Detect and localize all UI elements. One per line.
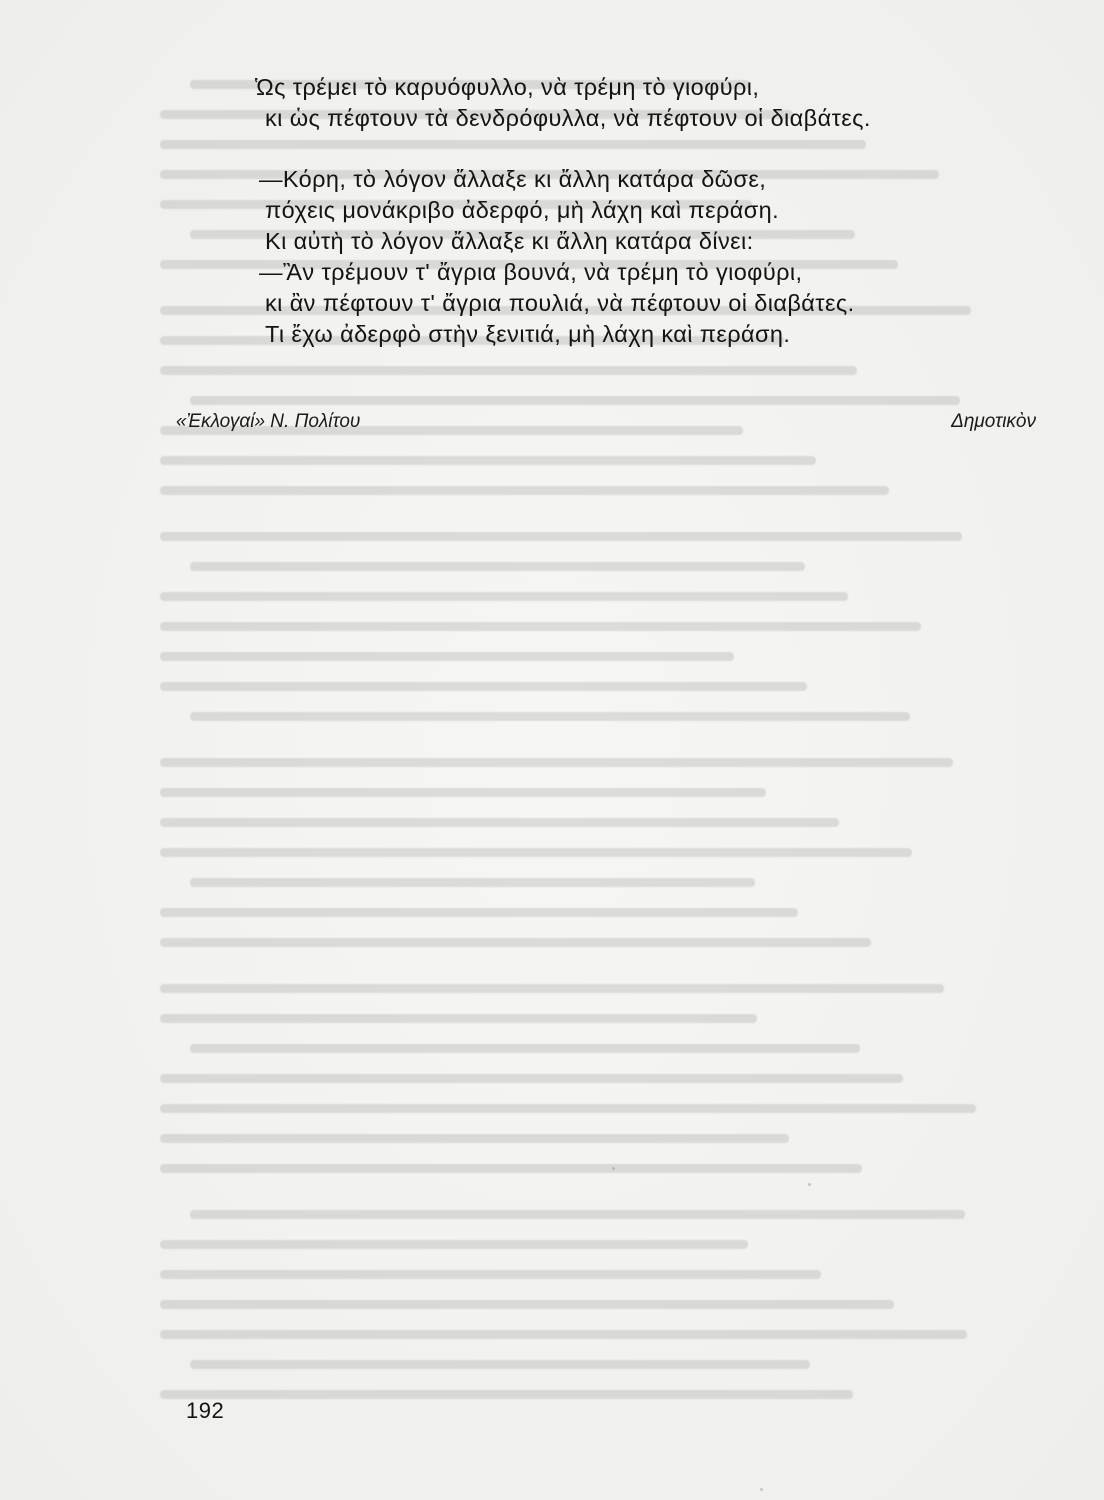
show-through-line	[160, 652, 734, 661]
show-through-line	[160, 532, 962, 541]
show-through-line	[160, 984, 944, 993]
paper-speck	[760, 1488, 763, 1491]
poem-stanza-2	[255, 164, 1035, 350]
show-through-line	[160, 682, 807, 691]
show-through-line	[190, 562, 805, 571]
poem-line: κι ὡς πέφτουν τὰ δενδρόφυλλα, νὰ πέφτουν οἱ διαβάτες.	[265, 105, 871, 131]
source-citation: «Ἐκλογαί» Ν. Πολίτου	[176, 411, 361, 432]
show-through-line	[160, 486, 889, 495]
poem-line: —Κόρη, τὸ λόγον ἄλλαξε κι ἄλλη κατάρα δῶσε,	[259, 166, 767, 192]
show-through-line	[160, 1300, 894, 1309]
show-through-line	[160, 818, 839, 827]
page-number: 192	[186, 1398, 225, 1423]
show-through-line	[160, 1164, 862, 1173]
poem-line: Κι αὐτὴ τὸ λόγον ἄλλαξε κι ἄλλη κατάρα δίνει:	[265, 228, 754, 254]
show-through-line	[160, 1270, 821, 1279]
attribution-row	[176, 411, 1036, 441]
poem-line: κι ἂν πέφτουν τ' ἄγρια πουλιά, νὰ πέφτουν οἱ διαβάτες.	[265, 290, 855, 316]
show-through-line	[160, 788, 766, 797]
show-through-line	[160, 1134, 789, 1143]
poem-line: Τι ἔχω ἀδερφὸ στὴν ξενιτιά, μὴ λάχη καὶ περάση.	[265, 321, 791, 347]
show-through-line	[160, 938, 871, 947]
show-through-line	[160, 1074, 903, 1083]
show-through-line	[190, 878, 755, 887]
genre-label: Δημοτικὸν	[951, 411, 1036, 432]
poem-line: πόχεις μονάκριβο ἀδερφό, μὴ λάχη καὶ περάση.	[265, 197, 780, 223]
show-through-line	[160, 622, 921, 631]
poem	[255, 72, 1035, 350]
paper-speck	[612, 1167, 615, 1170]
poem-stanza-1	[255, 72, 1035, 134]
show-through-line	[160, 1104, 976, 1113]
paper-speck	[808, 1183, 811, 1186]
show-through-line	[160, 366, 857, 375]
show-through-line	[160, 456, 816, 465]
show-through-line	[160, 1014, 757, 1023]
show-through-line	[160, 592, 848, 601]
show-through-line	[190, 396, 960, 405]
show-through-line	[190, 1210, 965, 1219]
show-through-line	[160, 848, 912, 857]
show-through-line	[190, 712, 910, 721]
show-through-line	[160, 758, 953, 767]
show-through-line	[160, 908, 798, 917]
poem-line: Ὡς τρέμει τὸ καρυόφυλλο, νὰ τρέμη τὸ γιοφύρι,	[255, 74, 760, 100]
show-through-line	[190, 1044, 860, 1053]
poem-line: —Ἂν τρέμουν τ' ἄγρια βουνά, νὰ τρέμη τὸ γιοφύρι,	[259, 259, 803, 285]
show-through-line	[160, 1330, 967, 1339]
show-through-line	[160, 1240, 748, 1249]
show-through-line	[190, 1360, 810, 1369]
show-through-line	[160, 1390, 853, 1399]
